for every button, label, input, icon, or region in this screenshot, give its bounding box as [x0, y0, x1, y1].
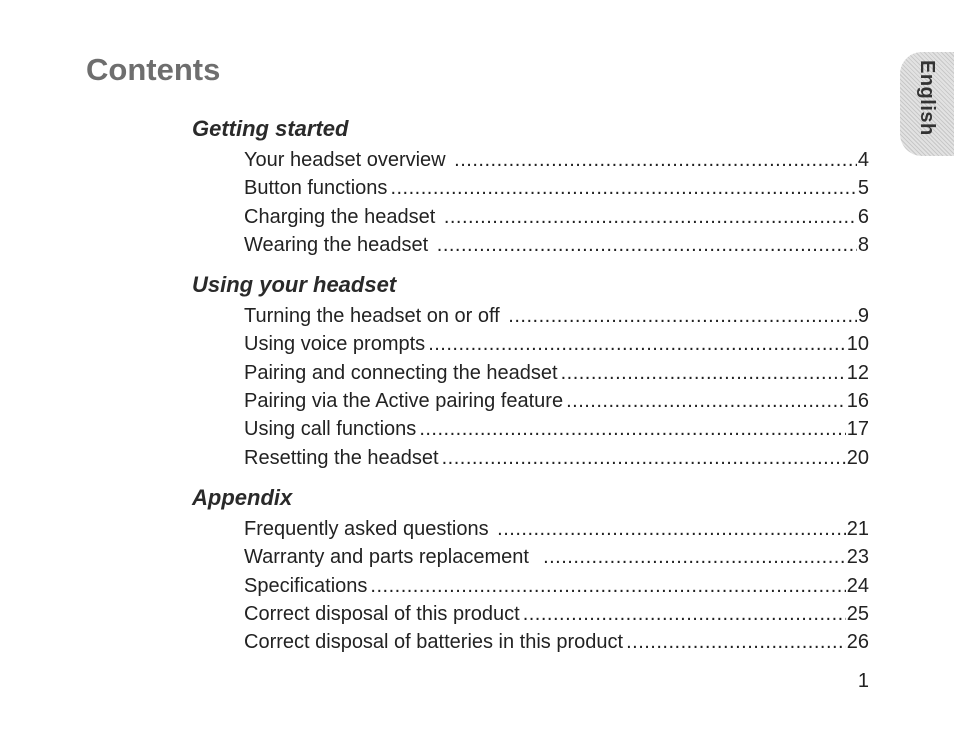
- toc-section-appendix: [192, 483, 869, 656]
- toc-entry-page: 21: [846, 517, 869, 540]
- toc-entry-label: Correct disposal of this product: [244, 602, 520, 625]
- toc-section-using-your-headset: [192, 270, 869, 472]
- dot-leader: [508, 302, 857, 330]
- toc-entry-page: 24: [846, 574, 869, 597]
- toc-entry[interactable]: [244, 302, 869, 330]
- toc-entry[interactable]: [244, 444, 869, 472]
- toc-entry-label: Using call functions: [244, 418, 417, 441]
- toc-entry[interactable]: [244, 359, 869, 387]
- toc-entry-label: Frequently asked questions: [244, 517, 495, 540]
- toc-entry-label: Pairing via the Active pairing feature: [244, 390, 564, 413]
- dot-leader: [626, 628, 846, 656]
- toc-section-getting-started: [192, 114, 869, 259]
- table-of-contents: [192, 114, 869, 656]
- toc-entry-page: 10: [846, 333, 869, 356]
- page-title: Contents: [86, 52, 221, 87]
- dot-leader: [444, 203, 857, 231]
- toc-entry-label: Pairing and connecting the headset: [244, 361, 558, 384]
- toc-entry-label: Turning the headset on or off: [244, 305, 506, 328]
- toc-entry[interactable]: [244, 515, 869, 543]
- dot-leader: [561, 359, 846, 387]
- dot-leader: [454, 146, 857, 174]
- toc-entry[interactable]: [244, 330, 869, 358]
- toc-entry[interactable]: [244, 543, 869, 571]
- toc-entry-label: Button functions: [244, 177, 388, 200]
- toc-entry-label: Warranty and parts replacement: [244, 546, 541, 569]
- toc-entry-page: 26: [846, 631, 869, 654]
- toc-entry-page: 6: [857, 205, 869, 228]
- toc-entry[interactable]: [244, 572, 869, 600]
- toc-entry[interactable]: [244, 146, 869, 174]
- dot-leader: [428, 330, 846, 358]
- dot-leader: [543, 543, 846, 571]
- toc-entry[interactable]: [244, 628, 869, 656]
- toc-entry-label: Correct disposal of batteries in this product: [244, 631, 624, 654]
- toc-entry-page: 12: [846, 361, 869, 384]
- dot-leader: [523, 600, 846, 628]
- dot-leader: [566, 387, 846, 415]
- toc-entry-label: Your headset overview: [244, 149, 452, 171]
- toc-entry-page: 25: [846, 602, 869, 625]
- toc-entry-page: 4: [857, 149, 869, 171]
- toc-entry-page: 8: [857, 233, 869, 256]
- toc-entry-label: Wearing the headset: [244, 233, 434, 256]
- dot-leader: [390, 174, 856, 202]
- toc-entry[interactable]: [244, 231, 869, 259]
- dot-leader: [497, 515, 846, 543]
- toc-entry-label: Using voice prompts: [244, 333, 426, 356]
- section-title: Using your headset: [192, 272, 397, 298]
- page-number: 1: [857, 670, 869, 692]
- toc-entry[interactable]: [244, 203, 869, 231]
- language-tab: [900, 52, 954, 156]
- toc-entry-page: 17: [846, 418, 869, 441]
- dot-leader: [419, 415, 845, 443]
- toc-entry[interactable]: [244, 600, 869, 628]
- language-tab-label: English: [916, 60, 938, 136]
- toc-entry[interactable]: [244, 174, 869, 202]
- dot-leader: [370, 572, 845, 600]
- toc-entry-page: 16: [846, 390, 869, 413]
- dot-leader: [442, 444, 846, 472]
- section-title: Appendix: [192, 484, 293, 510]
- toc-entry-label: Charging the headset: [244, 205, 441, 228]
- toc-entry-page: 23: [846, 546, 869, 569]
- dot-leader: [437, 231, 857, 259]
- toc-entry[interactable]: [244, 387, 869, 415]
- toc-entry-page: 20: [846, 446, 869, 469]
- toc-entry-page: 9: [857, 305, 869, 328]
- toc-entry-label: Resetting the headset: [244, 446, 439, 469]
- toc-entry-label: Specifications: [244, 574, 368, 597]
- toc-entry-page: 5: [857, 177, 869, 200]
- section-title: Getting started: [192, 116, 349, 141]
- toc-entry[interactable]: [244, 415, 869, 443]
